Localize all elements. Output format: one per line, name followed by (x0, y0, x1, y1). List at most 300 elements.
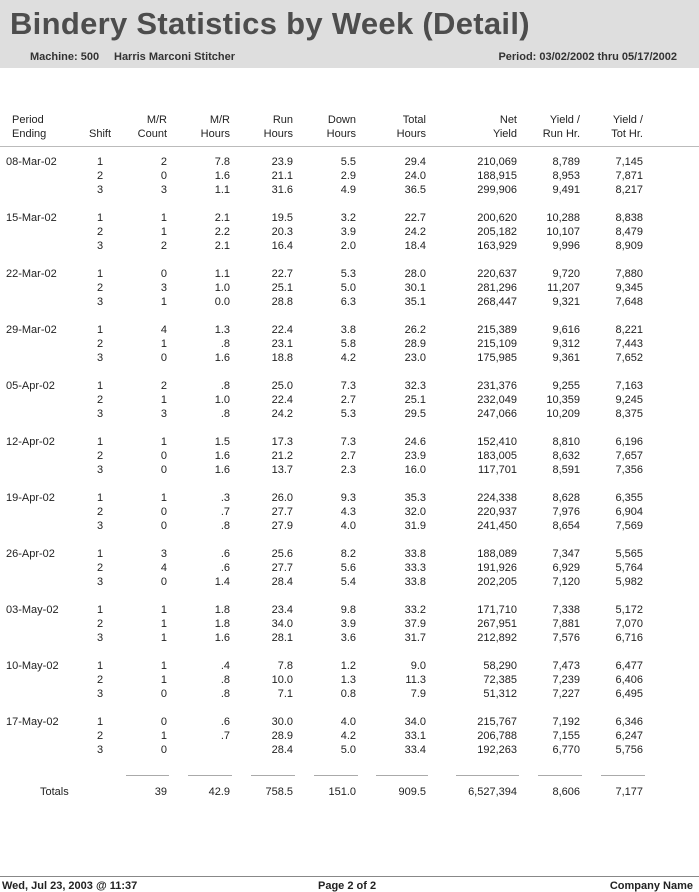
column-header-run-hours (235, 113, 293, 141)
cell-shift: 3 (96, 576, 104, 588)
cell-yield-run: 7,192 (552, 716, 580, 728)
cell-net-yield: 267,951 (477, 618, 517, 630)
cell-run-hours: 34.0 (271, 618, 293, 630)
cell-down-hours: 5.6 (340, 562, 356, 574)
cell-yield-tot: 8,221 (615, 324, 643, 336)
cell-yield-tot: 7,569 (615, 520, 643, 532)
cell-mr-hours: 1.0 (214, 394, 230, 406)
cell-total-hours: 33.3 (404, 562, 426, 574)
cell-net-yield: 183,005 (477, 450, 517, 462)
cell-shift: 2 (96, 282, 104, 294)
cell-run-hours: 28.4 (271, 744, 293, 756)
period-ending: 29-Mar-02 (6, 324, 57, 336)
cell-mr-hours: .6 (220, 548, 230, 560)
cell-net-yield: 241,450 (477, 520, 517, 532)
cell-total-hours: 32.0 (404, 506, 426, 518)
cell-down-hours: 9.3 (340, 492, 356, 504)
cell-mr-hours: .8 (220, 674, 230, 686)
column-header-line1: Total (402, 114, 426, 126)
company-name: Company Name (609, 880, 693, 892)
cell-yield-tot: 8,375 (615, 408, 643, 420)
cell-mr-count: 2 (160, 380, 167, 392)
column-header-down-hours (298, 113, 356, 141)
cell-mr-count: 1 (160, 212, 167, 224)
cell-yield-run: 8,632 (552, 450, 580, 462)
column-header-mr-hours (172, 113, 230, 141)
cell-yield-run: 9,255 (552, 380, 580, 392)
cell-down-hours: 9.8 (340, 604, 356, 616)
cell-mr-hours: 2.2 (214, 226, 230, 238)
cell-run-hours: 20.3 (271, 226, 293, 238)
cell-shift: 1 (96, 716, 104, 728)
cell-shift: 2 (96, 674, 104, 686)
report-title: Bindery Statistics by Week (Detail) (10, 6, 530, 41)
cell-mr-hours: .6 (220, 562, 230, 574)
cell-mr-count: 1 (160, 436, 167, 448)
cell-down-hours: 5.3 (340, 408, 356, 420)
cell-shift: 1 (96, 492, 104, 504)
cell-yield-tot: 7,356 (615, 464, 643, 476)
cell-yield-run: 7,338 (552, 604, 580, 616)
period-ending: 05-Apr-02 (6, 380, 55, 392)
cell-yield-run: 7,155 (552, 730, 580, 742)
cell-mr-count: 0 (160, 352, 167, 364)
cell-mr-hours: 1.1 (214, 184, 230, 196)
cell-net-yield: 188,089 (477, 548, 517, 560)
cell-shift: 2 (96, 450, 104, 462)
cell-mr-count: 0 (160, 688, 167, 700)
cell-mr-hours: 1.1 (214, 268, 230, 280)
cell-shift: 3 (96, 464, 104, 476)
total-mr-hours: 42.9 (208, 786, 230, 798)
cell-down-hours: 7.3 (340, 436, 356, 448)
cell-down-hours: 3.9 (340, 226, 356, 238)
cell-shift: 3 (96, 296, 104, 308)
cell-yield-tot: 8,479 (615, 226, 643, 238)
cell-mr-count: 3 (160, 548, 167, 560)
total-rule (126, 775, 169, 776)
cell-yield-run: 7,239 (552, 674, 580, 686)
cell-mr-count: 0 (160, 170, 167, 182)
cell-total-hours: 24.6 (404, 436, 426, 448)
column-header-total-hours (360, 113, 426, 141)
cell-run-hours: 24.2 (271, 408, 293, 420)
cell-net-yield: 232,049 (477, 394, 517, 406)
cell-down-hours: 8.2 (340, 548, 356, 560)
cell-total-hours: 37.9 (404, 618, 426, 630)
cell-yield-tot: 7,652 (615, 352, 643, 364)
cell-mr-count: 1 (160, 660, 167, 672)
cell-net-yield: 268,447 (477, 296, 517, 308)
period-ending: 10-May-02 (6, 660, 59, 672)
column-header-line2: Ending (12, 128, 47, 140)
cell-shift: 1 (96, 548, 104, 560)
cell-down-hours: 3.6 (340, 632, 356, 644)
cell-mr-hours: 1.8 (214, 618, 230, 630)
cell-yield-tot: 6,406 (615, 674, 643, 686)
cell-down-hours: 2.3 (340, 464, 356, 476)
cell-run-hours: 28.9 (271, 730, 293, 742)
cell-run-hours: 22.4 (271, 324, 293, 336)
total-down-hours: 151.0 (328, 786, 356, 798)
cell-yield-run: 9,361 (552, 352, 580, 364)
cell-run-hours: 21.1 (271, 170, 293, 182)
cell-net-yield: 51,312 (483, 688, 517, 700)
cell-yield-tot: 5,565 (615, 548, 643, 560)
cell-shift: 3 (96, 744, 104, 756)
cell-yield-run: 7,227 (552, 688, 580, 700)
column-header-line1: Period (12, 114, 44, 126)
cell-shift: 2 (96, 338, 104, 350)
total-rule (456, 775, 519, 776)
cell-run-hours: 30.0 (271, 716, 293, 728)
report-header (0, 0, 699, 68)
cell-down-hours: 3.9 (340, 618, 356, 630)
cell-mr-count: 0 (160, 506, 167, 518)
cell-mr-hours: .6 (220, 716, 230, 728)
cell-mr-count: 4 (160, 562, 167, 574)
column-header-line1: M/R (209, 114, 230, 126)
cell-mr-count: 3 (160, 282, 167, 294)
cell-net-yield: 58,290 (483, 660, 517, 672)
cell-run-hours: 10.0 (271, 674, 293, 686)
cell-down-hours: 1.2 (340, 660, 356, 672)
cell-run-hours: 22.7 (271, 268, 293, 280)
cell-net-yield: 215,389 (477, 324, 517, 336)
cell-net-yield: 231,376 (477, 380, 517, 392)
cell-net-yield: 224,338 (477, 492, 517, 504)
cell-total-hours: 31.7 (404, 632, 426, 644)
cell-total-hours: 33.4 (404, 744, 426, 756)
cell-yield-run: 8,654 (552, 520, 580, 532)
total-rule (251, 775, 295, 776)
cell-yield-run: 10,107 (546, 226, 580, 238)
cell-net-yield: 220,637 (477, 268, 517, 280)
period-ending: 17-May-02 (6, 716, 59, 728)
cell-total-hours: 9.0 (410, 660, 426, 672)
column-header-line2: Hours (200, 128, 230, 140)
cell-mr-count: 1 (160, 338, 167, 350)
cell-yield-tot: 9,345 (615, 282, 643, 294)
cell-yield-run: 6,770 (552, 744, 580, 756)
cell-yield-run: 10,209 (546, 408, 580, 420)
cell-run-hours: 25.1 (271, 282, 293, 294)
cell-yield-tot: 7,163 (615, 380, 643, 392)
cell-down-hours: 4.9 (340, 184, 356, 196)
cell-mr-count: 0 (160, 520, 167, 532)
cell-shift: 3 (96, 520, 104, 532)
column-header-line2: Yield (492, 128, 517, 140)
cell-down-hours: 2.7 (340, 394, 356, 406)
cell-total-hours: 29.4 (404, 156, 426, 168)
cell-run-hours: 13.7 (271, 464, 293, 476)
cell-total-hours: 36.5 (404, 184, 426, 196)
cell-run-hours: 23.4 (271, 604, 293, 616)
cell-total-hours: 33.2 (404, 604, 426, 616)
cell-yield-tot: 5,172 (615, 604, 643, 616)
cell-yield-tot: 5,982 (615, 576, 643, 588)
cell-run-hours: 22.4 (271, 394, 293, 406)
total-rule (376, 775, 428, 776)
cell-yield-tot: 6,495 (615, 688, 643, 700)
cell-net-yield: 117,701 (478, 464, 517, 476)
cell-yield-run: 7,473 (552, 660, 580, 672)
cell-run-hours: 28.4 (271, 576, 293, 588)
cell-net-yield: 299,906 (477, 184, 517, 196)
column-header-yield-tot (585, 113, 643, 141)
cell-mr-count: 0 (160, 464, 167, 476)
cell-run-hours: 28.1 (271, 632, 293, 644)
cell-mr-count: 0 (160, 576, 167, 588)
cell-net-yield: 188,915 (477, 170, 517, 182)
cell-mr-count: 3 (160, 408, 167, 420)
cell-net-yield: 220,937 (477, 506, 517, 518)
total-total-hours: 909.5 (398, 786, 426, 798)
cell-yield-run: 9,720 (552, 268, 580, 280)
column-header-line1: M/R (146, 114, 167, 126)
cell-yield-tot: 7,880 (615, 268, 643, 280)
cell-total-hours: 23.0 (404, 352, 426, 364)
cell-mr-count: 1 (160, 394, 167, 406)
cell-total-hours: 22.7 (404, 212, 426, 224)
cell-down-hours: 6.3 (340, 296, 356, 308)
cell-down-hours: 7.3 (340, 380, 356, 392)
cell-yield-run: 8,810 (552, 436, 580, 448)
cell-mr-hours: 2.1 (214, 240, 230, 252)
cell-total-hours: 33.8 (404, 548, 426, 560)
cell-net-yield: 215,109 (477, 338, 517, 350)
cell-run-hours: 31.6 (271, 184, 293, 196)
cell-mr-hours: .7 (220, 506, 230, 518)
footer-divider (0, 876, 699, 877)
cell-yield-run: 8,591 (552, 464, 580, 476)
cell-total-hours: 32.3 (404, 380, 426, 392)
cell-mr-hours: 1.6 (214, 352, 230, 364)
cell-mr-hours: 1.4 (214, 576, 230, 588)
cell-total-hours: 25.1 (404, 394, 426, 406)
header-divider (0, 146, 699, 147)
cell-shift: 1 (96, 380, 104, 392)
cell-shift: 1 (96, 324, 104, 336)
cell-down-hours: 3.8 (340, 324, 356, 336)
cell-total-hours: 11.3 (405, 674, 426, 686)
cell-yield-run: 9,616 (552, 324, 580, 336)
cell-net-yield: 192,263 (477, 744, 517, 756)
cell-net-yield: 191,926 (477, 562, 517, 574)
cell-shift: 2 (96, 170, 104, 182)
printed-date: Wed, Jul 23, 2003 @ 11:37 (2, 880, 138, 892)
cell-yield-tot: 6,247 (615, 730, 643, 742)
cell-yield-tot: 7,871 (615, 170, 643, 182)
cell-net-yield: 163,929 (477, 240, 517, 252)
column-header-line1: Run (272, 114, 293, 126)
cell-mr-count: 0 (160, 744, 167, 756)
cell-mr-count: 2 (160, 156, 167, 168)
cell-yield-tot: 7,145 (615, 156, 643, 168)
cell-mr-hours: 1.5 (214, 436, 230, 448)
cell-run-hours: 19.5 (271, 212, 293, 224)
total-rule (538, 775, 582, 776)
total-run-hours: 758.5 (265, 786, 293, 798)
cell-total-hours: 30.1 (404, 282, 426, 294)
cell-total-hours: 24.2 (404, 226, 426, 238)
cell-total-hours: 18.4 (404, 240, 426, 252)
cell-total-hours: 28.0 (404, 268, 426, 280)
cell-shift: 3 (96, 240, 104, 252)
column-header-period (12, 113, 72, 141)
cell-yield-run: 7,576 (552, 632, 580, 644)
cell-yield-tot: 9,245 (615, 394, 643, 406)
cell-mr-count: 4 (160, 324, 167, 336)
column-header-line1: Yield / (612, 114, 643, 126)
column-header-line1: Down (327, 114, 356, 126)
cell-shift: 1 (96, 660, 104, 672)
column-header-line2: Hours (326, 128, 356, 140)
cell-net-yield: 200,620 (477, 212, 517, 224)
cell-yield-tot: 8,909 (615, 240, 643, 252)
cell-total-hours: 35.3 (404, 492, 426, 504)
cell-total-hours: 33.8 (404, 576, 426, 588)
cell-yield-tot: 8,838 (615, 212, 643, 224)
cell-mr-count: 1 (160, 226, 167, 238)
cell-total-hours: 23.9 (404, 450, 426, 462)
cell-shift: 1 (96, 268, 104, 280)
cell-down-hours: 1.3 (340, 674, 356, 686)
cell-net-yield: 205,182 (477, 226, 517, 238)
period-ending: 03-May-02 (6, 604, 59, 616)
cell-yield-run: 8,789 (552, 156, 580, 168)
cell-mr-hours: .8 (220, 520, 230, 532)
cell-net-yield: 206,788 (477, 730, 517, 742)
cell-mr-hours: 2.1 (214, 212, 230, 224)
cell-down-hours: 5.3 (340, 268, 356, 280)
cell-down-hours: 5.4 (340, 576, 356, 588)
cell-yield-run: 9,321 (552, 296, 580, 308)
cell-yield-tot: 6,477 (615, 660, 643, 672)
period-ending: 19-Apr-02 (6, 492, 55, 504)
cell-net-yield: 171,710 (477, 604, 517, 616)
cell-yield-run: 8,953 (552, 170, 580, 182)
cell-mr-hours: 1.6 (214, 464, 230, 476)
cell-down-hours: 0.8 (340, 688, 356, 700)
cell-mr-count: 1 (160, 296, 167, 308)
cell-net-yield: 72,385 (483, 674, 517, 686)
cell-mr-hours: .7 (220, 730, 230, 742)
cell-yield-tot: 7,657 (615, 450, 643, 462)
cell-shift: 1 (96, 604, 104, 616)
cell-yield-tot: 5,756 (615, 744, 643, 756)
totals-label: Totals (40, 786, 69, 798)
cell-run-hours: 25.6 (271, 548, 293, 560)
cell-run-hours: 21.2 (271, 450, 293, 462)
cell-mr-hours: 1.6 (214, 450, 230, 462)
cell-mr-count: 1 (160, 730, 167, 742)
total-yield-run: 8,606 (552, 786, 580, 798)
cell-yield-tot: 7,648 (615, 296, 643, 308)
cell-net-yield: 281,296 (477, 282, 517, 294)
cell-down-hours: 4.0 (340, 520, 356, 532)
cell-total-hours: 34.0 (404, 716, 426, 728)
cell-run-hours: 16.4 (271, 240, 293, 252)
total-rule (314, 775, 358, 776)
period-ending: 22-Mar-02 (6, 268, 57, 280)
report-period: Period: 03/02/2002 thru 05/17/2002 (498, 51, 677, 63)
cell-total-hours: 33.1 (404, 730, 426, 742)
cell-shift: 1 (96, 436, 104, 448)
cell-mr-count: 1 (160, 604, 167, 616)
cell-down-hours: 4.0 (340, 716, 356, 728)
total-rule (188, 775, 232, 776)
cell-total-hours: 7.9 (410, 688, 426, 700)
cell-net-yield: 212,892 (477, 632, 517, 644)
cell-yield-run: 9,312 (552, 338, 580, 350)
cell-mr-count: 1 (160, 492, 167, 504)
cell-mr-hours: 1.0 (214, 282, 230, 294)
cell-shift: 3 (96, 184, 104, 196)
cell-shift: 3 (96, 688, 104, 700)
cell-run-hours: 17.3 (271, 436, 293, 448)
cell-total-hours: 24.0 (404, 170, 426, 182)
cell-mr-count: 1 (160, 632, 167, 644)
cell-mr-count: 3 (160, 184, 167, 196)
column-header-line2: Tot Hr. (611, 128, 643, 140)
cell-yield-run: 10,288 (546, 212, 580, 224)
cell-total-hours: 26.2 (404, 324, 426, 336)
cell-mr-hours: 1.6 (214, 170, 230, 182)
cell-down-hours: 2.9 (340, 170, 356, 182)
cell-mr-count: 1 (160, 618, 167, 630)
column-header-mr-count (110, 113, 167, 141)
cell-yield-run: 9,996 (552, 240, 580, 252)
cell-yield-run: 7,881 (552, 618, 580, 630)
cell-run-hours: 7.1 (277, 688, 293, 700)
cell-mr-hours: .8 (220, 688, 230, 700)
cell-run-hours: 26.0 (271, 492, 293, 504)
cell-down-hours: 5.5 (340, 156, 356, 168)
cell-yield-tot: 7,443 (615, 338, 643, 350)
machine-name: Harris Marconi Stitcher (114, 51, 236, 63)
cell-net-yield: 247,066 (477, 408, 517, 420)
page-number: Page 2 of 2 (318, 880, 377, 892)
cell-yield-run: 11,207 (547, 282, 580, 294)
cell-shift: 2 (96, 394, 104, 406)
cell-net-yield: 210,069 (477, 156, 517, 168)
cell-down-hours: 5.0 (340, 282, 356, 294)
total-net-yield: 6,527,394 (468, 786, 517, 798)
period-ending: 12-Apr-02 (6, 436, 55, 448)
cell-yield-tot: 6,346 (615, 716, 643, 728)
cell-run-hours: 27.7 (271, 562, 293, 574)
cell-yield-run: 8,628 (552, 492, 580, 504)
cell-down-hours: 2.7 (340, 450, 356, 462)
cell-mr-hours: 1.3 (214, 324, 230, 336)
cell-shift: 3 (96, 632, 104, 644)
cell-yield-run: 7,120 (552, 576, 580, 588)
cell-net-yield: 202,205 (477, 576, 517, 588)
cell-yield-run: 9,491 (552, 184, 580, 196)
total-yield-tot: 7,177 (615, 786, 643, 798)
cell-yield-run: 7,976 (552, 506, 580, 518)
cell-yield-tot: 8,217 (615, 184, 643, 196)
cell-down-hours: 2.0 (340, 240, 356, 252)
cell-down-hours: 5.8 (340, 338, 356, 350)
cell-mr-hours: 0.0 (214, 296, 230, 308)
cell-yield-tot: 5,764 (615, 562, 643, 574)
cell-run-hours: 25.0 (271, 380, 293, 392)
cell-down-hours: 4.2 (340, 352, 356, 364)
period-ending: 15-Mar-02 (6, 212, 57, 224)
column-header-yield-run (522, 113, 580, 141)
